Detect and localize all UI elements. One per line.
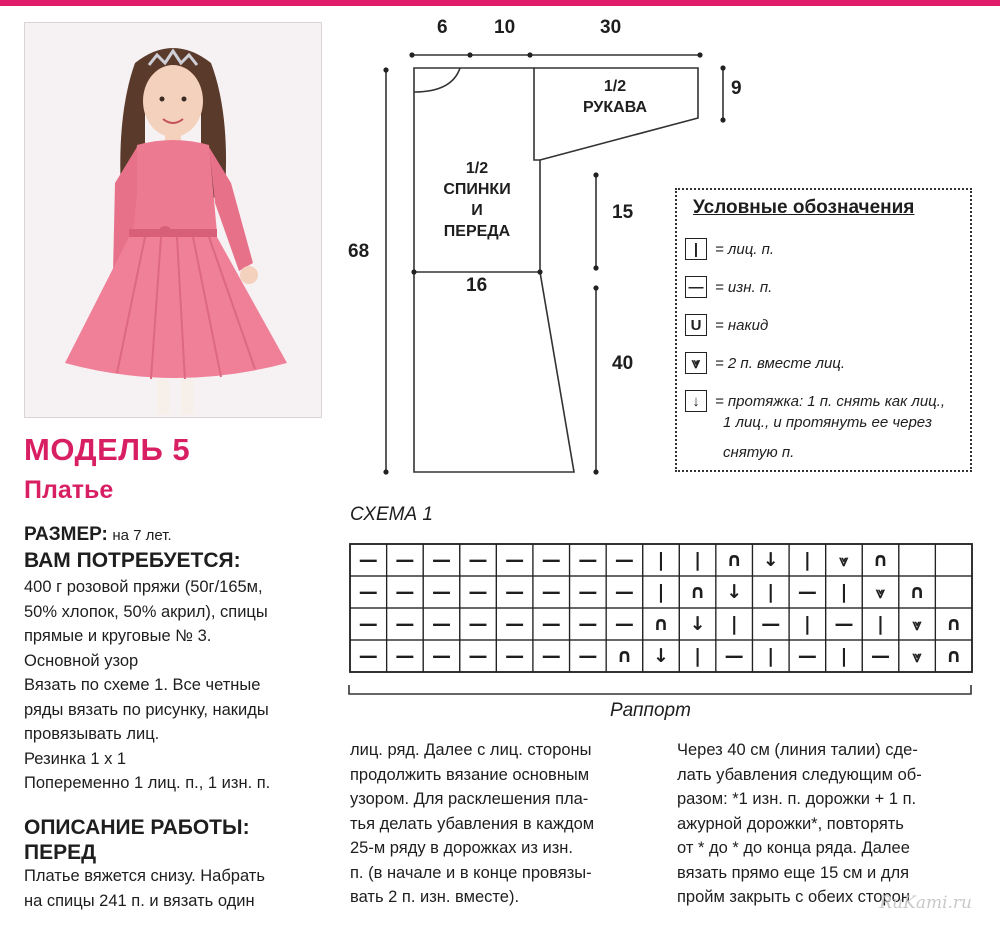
rapport-bracket [348, 684, 974, 698]
scheme-symbol-P: — [541, 645, 561, 667]
scheme-symbol-P: — [358, 645, 378, 667]
model-title: МОДЕЛЬ 5 [24, 432, 191, 467]
scheme-symbol-K: | [840, 581, 848, 603]
description-col1 [24, 864, 265, 913]
legend-item [685, 268, 945, 306]
scheme-symbol-P: — [871, 645, 891, 667]
description-label: ОПИСАНИЕ РАБОТЫ: [24, 816, 250, 839]
scheme-symbol-T: ⩔ [912, 615, 922, 634]
scheme-symbol-P: — [834, 613, 854, 635]
scheme-symbol-P: — [797, 581, 817, 603]
scheme-symbol-D: ↓ [726, 581, 743, 603]
description-line: 25-м ряду в дорожках из изн. [350, 839, 573, 857]
front-heading: ПЕРЕД [24, 841, 97, 864]
k2tog-icon: ⩔ [685, 352, 707, 374]
pull-through-icon: ↓ [685, 390, 707, 412]
model-photo [24, 22, 322, 418]
dim-top-c: 30 [600, 17, 622, 38]
scheme-symbol-P: — [578, 549, 598, 571]
scheme-symbol-K: | [657, 581, 665, 603]
scheme-symbol-T: ⩔ [839, 551, 849, 570]
scheme-symbol-P: — [578, 581, 598, 603]
model-subtitle: Платье [24, 476, 114, 504]
scheme-symbol-P: — [395, 613, 415, 635]
scheme-symbol-P: — [358, 581, 378, 603]
scheme-symbol-Y: ∩ [872, 549, 889, 571]
legend-item-text: = накид [715, 316, 769, 334]
scheme-symbol-P: — [578, 613, 598, 635]
scheme-symbol-K: | [877, 613, 885, 635]
scheme-symbol-P: — [541, 581, 561, 603]
knit-stitch-icon: | [685, 238, 707, 260]
description-line: пройм закрыть с обеих сторон [677, 888, 910, 906]
scheme-symbol-P: — [614, 613, 634, 635]
scheme-symbol-P: — [431, 549, 451, 571]
scheme-symbol-P: — [541, 549, 561, 571]
description-line: Через 40 см (линия талии) сде- [677, 741, 918, 759]
ribbing-title: Резинка 1 х 1 [24, 749, 127, 768]
scheme-symbol-P: — [358, 549, 378, 571]
scheme-symbol-P: — [505, 613, 525, 635]
description-line: разом: *1 изн. п. дорожки + 1 п. [677, 790, 917, 808]
description-line: вязать прямо еще 15 см и для [677, 863, 910, 882]
watermark: RuKami.ru [879, 893, 972, 913]
description-line: ажурной дорожки*, повторять [677, 814, 904, 833]
scheme-symbol-P: — [395, 645, 415, 667]
ribbing-text: Попеременно 1 лиц. п., 1 изн. п. [24, 774, 271, 792]
legend-items [685, 230, 945, 420]
scheme-symbol-K: | [803, 613, 811, 635]
scheme-symbol-P: — [395, 549, 415, 571]
scheme-symbol-Y: ∩ [689, 581, 706, 603]
scheme-symbol-Y: ∩ [726, 549, 742, 571]
legend-cont-line: 1 лиц., и протянуть ее через [723, 414, 932, 431]
scheme-symbol-K: | [694, 549, 702, 571]
scheme-symbol-Y: ∩ [945, 613, 962, 635]
scheme-symbol-P: — [431, 645, 451, 667]
description-col2 [350, 738, 594, 910]
legend-item-text: = изн. п. [715, 278, 773, 296]
legend-item [685, 344, 945, 382]
pattern-line: провязывать лиц. [24, 725, 160, 743]
description-line: продолжить вязание основным [350, 765, 590, 784]
legend-item-text: = 2 п. вместе лиц. [715, 354, 846, 372]
scheme-symbol-P: — [541, 613, 561, 635]
scheme-symbol-P: — [505, 581, 525, 603]
scheme-symbol-P: — [578, 645, 598, 667]
dim-sleeve-height: 9 [731, 78, 742, 99]
legend-item-text: = лиц. п. [715, 240, 775, 258]
body-label-line: И [471, 202, 483, 219]
scheme-symbol-D: ↓ [762, 549, 779, 571]
legend-item [685, 230, 945, 268]
dim-waist-width: 16 [466, 275, 488, 296]
materials-text [24, 575, 270, 796]
description-col3 [677, 738, 922, 910]
size-label: РАЗМЕР: [24, 524, 108, 545]
rapport-label: Раппорт [610, 700, 691, 721]
scheme-symbol-P: — [614, 581, 634, 603]
scheme-symbol-Y: ∩ [616, 645, 633, 667]
scheme-symbol-P: — [468, 549, 488, 571]
materials-line: 50% хлопок, 50% акрил), спицы [24, 602, 268, 621]
body-label-line: ПЕРЕДА [443, 223, 511, 240]
sleeve-label-line: РУКАВА [582, 99, 648, 116]
body-label-line: СПИНКИ [443, 181, 511, 198]
dim-total-height: 68 [348, 241, 370, 262]
scheme-symbol-D: ↓ [653, 645, 669, 667]
scheme-symbol-K: | [694, 645, 702, 667]
legend-item [685, 306, 945, 344]
materials-line: 400 г розовой пряжи (50г/165м, [24, 578, 263, 596]
scheme-symbol-K: | [840, 645, 848, 667]
scheme-symbol-Y: ∩ [909, 581, 925, 603]
scheme-symbol-P: — [724, 645, 744, 667]
scheme-symbol-P: — [431, 613, 451, 635]
scheme-symbol-P: — [761, 613, 781, 635]
scheme-symbol-K: | [657, 549, 665, 571]
size-line [24, 524, 172, 549]
scheme-symbol-P: — [358, 613, 378, 635]
description-line: лиц. ряд. Далее с лиц. стороны [350, 741, 592, 759]
scheme-symbol-T: ⩔ [876, 583, 886, 602]
description-line: от * до * до конца ряда. Далее [677, 839, 910, 857]
scheme-symbol-P: — [797, 645, 817, 667]
materials-line: прямые и круговые № 3. [24, 627, 212, 645]
scheme-title: СХЕМА 1 [350, 504, 433, 525]
purl-stitch-icon: — [685, 276, 707, 298]
scheme-symbol-K: | [803, 549, 811, 571]
legend-cont-line: снятую п. [723, 444, 795, 461]
girl-in-dress-illustration [25, 23, 321, 417]
body-label-line: 1/2 [465, 160, 489, 177]
description-line: тья делать убавления в каждом [350, 814, 595, 833]
scheme-symbol-T: ⩔ [912, 647, 922, 666]
dim-lower-height: 40 [612, 353, 634, 374]
description-line: на спицы 241 п. и вязать один [24, 891, 255, 910]
scheme-symbol-P: — [431, 581, 451, 603]
description-line: п. (в начале и в конце провязы- [350, 863, 592, 882]
scheme-symbol-K: | [767, 581, 775, 603]
dim-top-b: 10 [494, 17, 516, 38]
scheme-symbol-Y: ∩ [945, 645, 962, 667]
dim-top-a: 6 [437, 17, 448, 38]
legend-item-text: = протяжка: 1 п. снять как лиц., [715, 392, 946, 410]
scheme-chart [348, 542, 974, 674]
materials-label: ВАМ ПОТРЕБУЕТСЯ: [24, 549, 241, 572]
description-line: лать убавления следующим об- [677, 765, 922, 784]
scheme-symbol-P: — [505, 645, 525, 667]
legend-title: Условные обозначения [693, 197, 915, 218]
scheme-symbol-P: — [468, 645, 488, 667]
top-accent-bar [0, 0, 1000, 6]
description-line: узором. Для расклешения пла- [350, 790, 589, 808]
pattern-line: Вязать по схеме 1. Все четные [24, 676, 261, 694]
description-line: вать 2 п. изн. вместе). [350, 888, 520, 906]
description-line: Платье вяжется снизу. Набрать [24, 867, 265, 885]
yarn-over-icon: U [685, 314, 707, 336]
size-value: на 7 лет. [112, 527, 172, 544]
scheme-symbol-P: — [614, 549, 634, 571]
scheme-symbol-P: — [468, 613, 488, 635]
sleeve-label [560, 76, 670, 118]
scheme-symbol-D: ↓ [689, 613, 706, 635]
legend-continuation [723, 408, 932, 468]
scheme-symbol-P: — [505, 549, 525, 571]
scheme-symbol-P: — [395, 581, 415, 603]
scheme-symbol-P: — [468, 581, 488, 603]
body-label [418, 158, 536, 242]
scheme-symbol-Y: ∩ [653, 613, 669, 635]
sleeve-label-line: 1/2 [603, 78, 627, 95]
dim-upper-height: 15 [612, 202, 634, 223]
scheme-symbol-K: | [767, 645, 775, 667]
scheme-symbol-K: | [730, 613, 738, 635]
pattern-line: ряды вязать по рисунку, накиды [24, 700, 269, 719]
pattern-title: Основной узор [24, 651, 139, 670]
